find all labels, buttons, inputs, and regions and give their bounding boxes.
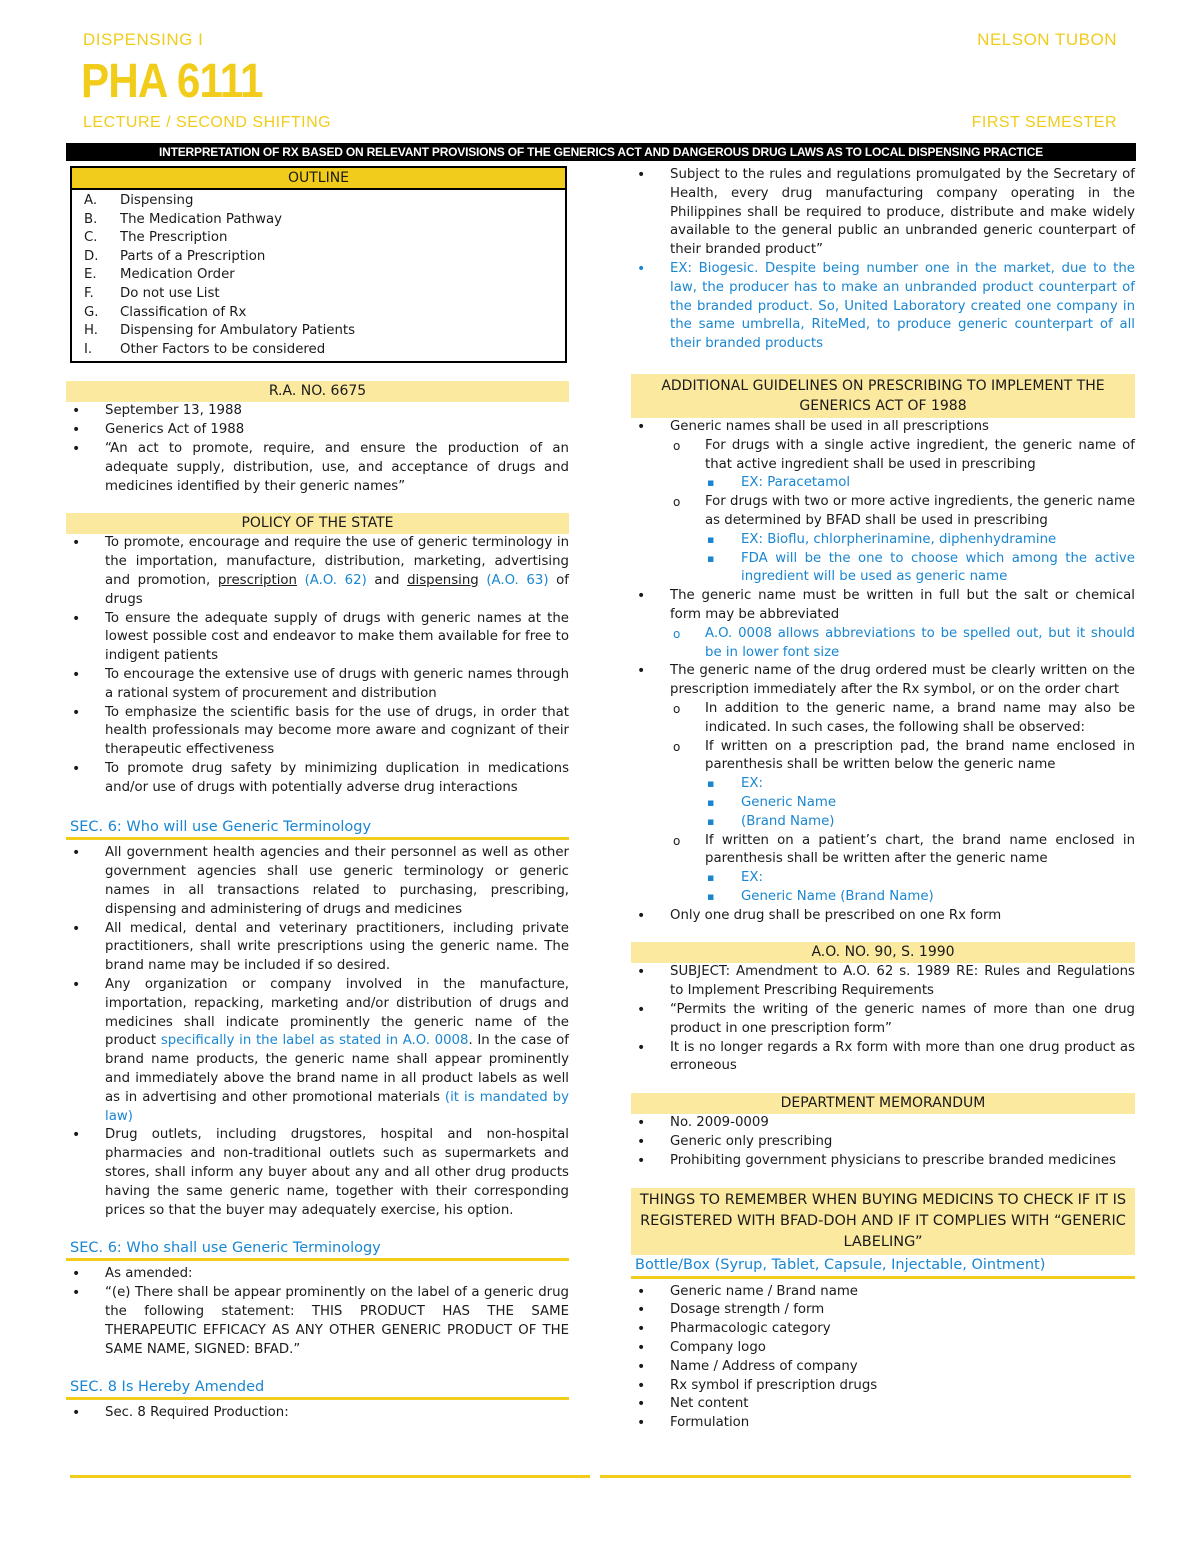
list-item: • SUBJECT: Amendment to A.O. 62 s. 1989 RE: Rules and Regulations to Implement Prescribing Requirements	[631, 963, 1135, 1001]
list-item: • Generic name / Brand name	[631, 1283, 1135, 1302]
outline-label: The Prescription	[120, 230, 228, 246]
list-item: • September 13, 1988	[66, 402, 569, 421]
outline-label: Medication Order	[120, 267, 235, 283]
list-item: • “(e) There shall be appear prominently on the label of a generic drug the following statement: THIS PRODUCT HAS THE SAME THERAPEUTIC EFFICACY AS ANY OTHER GENERIC PRODUCT OF THE SAME NAME, SIGNED: BFAD.”	[66, 1284, 569, 1359]
things-heading: THINGS TO REMEMBER WHEN BUYING MEDICINS TO CHECK IF IT IS REGISTERED WITH BFAD-DOH AND IF IT COMPLIES WITH “GENERIC LABELING”	[631, 1188, 1135, 1255]
guidelines-list	[631, 418, 1135, 926]
example-item: ▪ EX:	[631, 869, 1135, 888]
policy-list	[66, 534, 569, 797]
outline-label: Do not use List	[120, 285, 220, 301]
list-item: • The generic name of the drug ordered must be clearly written on the prescription immediately after the Rx symbol, or on the order chart	[631, 662, 1135, 700]
example-item: ▪ EX: Bioflu, chlorpherinamine, diphenhydramine	[631, 531, 1135, 550]
sub-list-item: o If written on a prescription pad, the brand name enclosed in parenthesis shall be written below the generic name	[631, 738, 1135, 776]
example-item: ▪ FDA will be the one to choose which among the active ingredient will be used as generic name	[631, 550, 1135, 588]
list-item: • As amended:	[66, 1265, 569, 1284]
sub-list-item: o In addition to the generic name, a brand name may also be indicated. In such cases, the following shall be observed:	[631, 700, 1135, 738]
outline-letter: C.	[84, 230, 98, 246]
policy-heading: POLICY OF THE STATE	[66, 513, 569, 534]
list-item: • Dosage strength / form	[631, 1301, 1135, 1320]
outline-item	[84, 229, 565, 248]
lecture-label: LECTURE / SECOND SHIFTING	[83, 114, 332, 131]
outline-item	[84, 248, 565, 267]
outline-letter: A.	[84, 193, 98, 208]
sec6-will-heading: SEC. 6: Who will use Generic Terminology	[66, 817, 569, 840]
footer-rule-right	[600, 1475, 1131, 1478]
list-item: • To encourage the extensive use of drugs with generic names through a rational system of procurement and distribution	[66, 666, 569, 704]
outline-box	[70, 166, 567, 363]
list-item: • It is no longer regards a Rx form with more than one drug product as erroneous	[631, 1039, 1135, 1077]
sec6-shall-heading: SEC. 6: Who shall use Generic Terminology	[66, 1238, 569, 1261]
outline-list	[72, 190, 565, 361]
outline-letter: I.	[84, 341, 93, 357]
semester-label: FIRST SEMESTER	[971, 114, 1117, 131]
list-item: • Pharmacologic category	[631, 1320, 1135, 1339]
outline-letter: D.	[84, 248, 99, 264]
list-item: • Sec. 8 Required Production:	[66, 1404, 569, 1423]
list-item: • Subject to the rules and regulations promulgated by the Secretary of Health, every drug manufacturing company operating in the Philippines shall be required to produce, distribute and make widely available to the general public an unbranded generic counterpart of their branded product”	[631, 166, 1135, 260]
sec8-list	[66, 1404, 569, 1423]
outline-item	[84, 322, 565, 341]
sec6-will-list	[66, 844, 569, 1220]
outline-letter: G.	[84, 304, 99, 320]
list-item: • To ensure the adequate supply of drugs with generic names at the lowest possible cost and endeavor to make them available for free to indigent patients	[66, 610, 569, 666]
footer-rule-left	[70, 1475, 590, 1478]
list-item: • To promote, encourage and require the use of generic terminology in the importation, manufacture, distribution, marketing, advertising and promotion, prescription (A.O. 62) and dispensing (A.O. 63) of drugs	[66, 534, 569, 609]
list-item: • Generic only prescribing	[631, 1133, 1135, 1152]
author-name: NELSON TUBON	[977, 30, 1117, 49]
sub-list-item: o A.O. 0008 allows abbreviations to be spelled out, but it should be in lower font size	[631, 625, 1135, 663]
list-item: • Generic names shall be used in all prescriptions	[631, 418, 1135, 437]
sec8-heading: SEC. 8 Is Hereby Amended	[66, 1377, 569, 1400]
outline-label: The Medication Pathway	[120, 211, 283, 227]
example-item: ▪ (Brand Name)	[631, 813, 1135, 832]
outline-item	[84, 304, 565, 323]
sub-list-item: o For drugs with two or more active ingredients, the generic name as determined by BFAD shall be used in prescribing	[631, 493, 1135, 531]
outline-item	[84, 192, 565, 211]
outline-letter: H.	[84, 323, 98, 339]
example-item: ▪ EX:	[631, 775, 1135, 794]
outline-label: Classification of Rx	[120, 304, 247, 320]
outline-label: Dispensing	[120, 193, 194, 208]
list-item: • To promote drug safety by minimizing duplication in medications and/or use of drugs with potentially adverse drug interactions	[66, 760, 569, 798]
example-item: ▪ Generic Name (Brand Name)	[631, 888, 1135, 907]
things-list	[631, 1283, 1135, 1433]
outline-item	[84, 266, 565, 285]
dept-memo-heading: DEPARTMENT MEMORANDUM	[631, 1093, 1135, 1114]
outline-item	[84, 341, 565, 360]
list-item: • Generics Act of 1988	[66, 421, 569, 440]
course-name: DISPENSING I	[83, 30, 204, 49]
generics-production-list	[631, 166, 1135, 354]
outline-label: Dispensing for Ambulatory Patients	[120, 323, 356, 339]
dept-memo-list	[631, 1114, 1135, 1170]
outline-item	[84, 285, 565, 304]
list-item: • “Permits the writing of the generic names of more than one drug product in one prescription form”	[631, 1001, 1135, 1039]
list-item: • The generic name must be written in full but the salt or chemical form may be abbreviated	[631, 587, 1135, 625]
example-item: ▪ EX: Paracetamol	[631, 474, 1135, 493]
list-item: • Formulation	[631, 1414, 1135, 1433]
outline-title: OUTLINE	[72, 168, 565, 190]
list-item: • Drug outlets, including drugstores, hospital and non-hospital pharmacies and non-traditional outlets such as supermarkets and stores, shall inform any buyer about any and all other drug products having the same generic name, together with their corresponding prices so that the buyer may adequately exercise, his option.	[66, 1126, 569, 1220]
sec6-shall-list	[66, 1265, 569, 1359]
outline-letter: E.	[84, 267, 97, 283]
ra6675-heading: R.A. NO. 6675	[66, 381, 569, 402]
left-column	[66, 166, 569, 1423]
example-item: ▪ Generic Name	[631, 794, 1135, 813]
outline-item	[84, 211, 565, 230]
list-item: • “An act to promote, require, and ensure the production of an adequate supply, distribution, use, and acceptance of drugs and medicines identified by their generic names”	[66, 440, 569, 496]
list-item: • No. 2009-0009	[631, 1114, 1135, 1133]
ao90-heading: A.O. NO. 90, S. 1990	[631, 942, 1135, 963]
topic-title-bar: INTERPRETATION OF RX BASED ON RELEVANT PROVISIONS OF THE GENERICS ACT AND DANGEROUS DRUG LAWS AS TO LOCAL DISPENSING PRACTICE	[66, 143, 1136, 161]
sub-list-item: o For drugs with a single active ingredient, the generic name of that active ingredient shall be used in prescribing	[631, 437, 1135, 475]
outline-label: Parts of a Prescription	[120, 248, 266, 264]
outline-label: Other Factors to be considered	[120, 341, 326, 357]
outline-letter: F.	[84, 285, 94, 301]
list-item: • Any organization or company involved in the manufacture, importation, repacking, marketing and/or distribution of drugs and medicines shall indicate prominently the generic name of the product specifically in the label as stated in A.O. 0008. In the case of brand name products, the generic name shall appear prominently and immediately above the brand name in all product labels as well as in advertising and other promotional materials (it is mandated by law)	[66, 976, 569, 1126]
list-item: • All government health agencies and their personnel as well as other government agencies shall use generic terminology or generic names in all transactions related to purchasing, prescribing, dispensing and administering of drugs and medicines	[66, 844, 569, 919]
list-item: • Rx symbol if prescription drugs	[631, 1377, 1135, 1396]
list-item: • Only one drug shall be prescribed on one Rx form	[631, 907, 1135, 926]
list-item: • EX: Biogesic. Despite being number one in the market, due to the law, the producer has to make an unbranded product counterpart of the branded product. So, United Laboratory created one company in the same umbrella, RiteMed, to produce generic counterpart of all their branded products	[631, 260, 1135, 354]
right-column	[631, 166, 1135, 1433]
ao90-list	[631, 963, 1135, 1076]
guidelines-heading: ADDITIONAL GUIDELINES ON PRESCRIBING TO IMPLEMENT THE GENERICS ACT OF 1988	[631, 374, 1135, 418]
list-item: • Net content	[631, 1395, 1135, 1414]
course-code: PHA 6111	[81, 55, 263, 108]
list-item: • Name / Address of company	[631, 1358, 1135, 1377]
ra6675-list	[66, 402, 569, 496]
list-item: • All medical, dental and veterinary practitioners, including private practitioners, shall write prescriptions using the generic name. The brand name may be included if so desired.	[66, 920, 569, 976]
things-subheading: Bottle/Box (Syrup, Tablet, Capsule, Injectable, Ointment)	[631, 1255, 1135, 1279]
outline-letter: B.	[84, 211, 98, 227]
sub-list-item: o If written on a patient’s chart, the brand name enclosed in parenthesis shall be written after the generic name	[631, 832, 1135, 870]
list-item: • Company logo	[631, 1339, 1135, 1358]
list-item: • To emphasize the scientific basis for the use of drugs, in order that health professionals may become more aware and cognizant of their therapeutic effectiveness	[66, 704, 569, 760]
list-item: • Prohibiting government physicians to prescribe branded medicines	[631, 1152, 1135, 1171]
